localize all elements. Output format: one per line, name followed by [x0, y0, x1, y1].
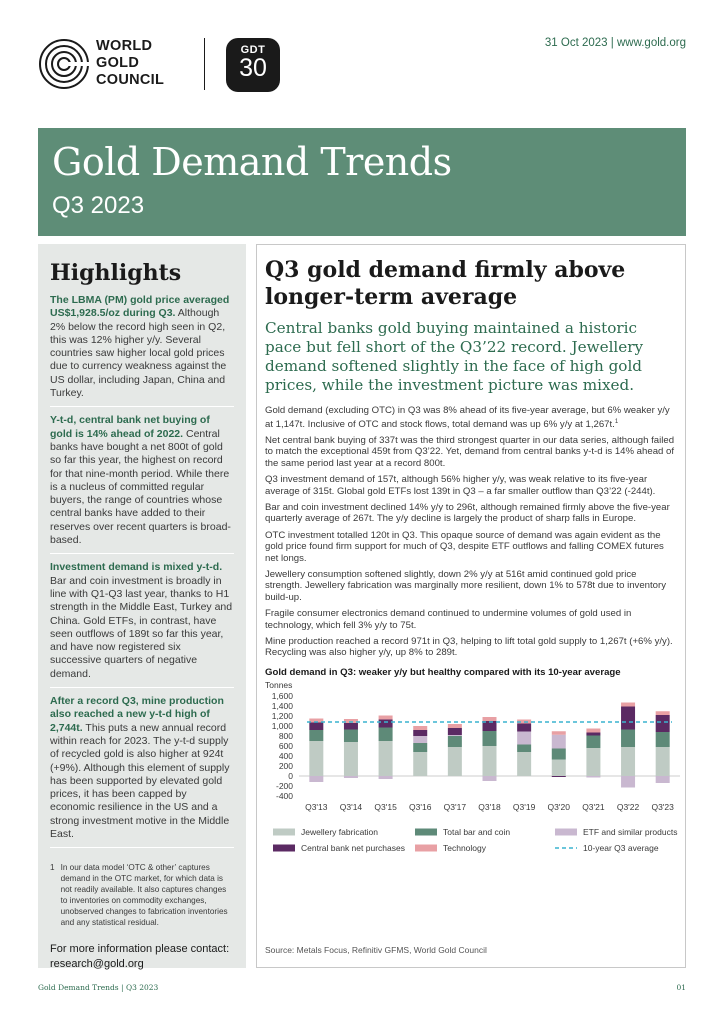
bar-segment — [448, 728, 462, 735]
bar-segment — [448, 735, 462, 736]
bar-segment — [586, 748, 600, 776]
bar-segment — [656, 711, 670, 715]
chart-title: Gold demand in Q3: weaker y/y but healthy compared with its 10-year average — [265, 666, 621, 678]
bar-segment — [344, 723, 358, 730]
bar-segment — [517, 752, 531, 776]
legend-label: Technology — [443, 842, 487, 853]
x-tick-label: Q3'19 — [512, 801, 536, 812]
bar-segment — [621, 729, 635, 747]
bar-segment — [656, 776, 670, 783]
legend-label: 10-year Q3 average — [583, 842, 659, 853]
article-paragraph: Fragile consumer electronics demand continued to undermine volumes of gold used in technology, which fell 3% y/y to 75t. — [265, 608, 632, 631]
bar-segment — [309, 730, 323, 741]
article-paragraph: Q3 investment demand of 157t, although 56% higher y/y, was weak relative to its five-year average of 315t. Global gold ETFs lost 139t in Q3 – a far smaller outflow than Q3’22 (-244t). — [265, 474, 656, 497]
article-title: Q3 gold demand firmly above longer-term average — [265, 257, 626, 310]
bar-segment — [413, 736, 427, 743]
chart-container — [265, 680, 685, 885]
y-tick-label: 600 — [278, 740, 293, 751]
x-tick-label: Q3'16 — [409, 801, 432, 812]
bar-segment — [552, 735, 566, 749]
gold-demand-chart — [265, 680, 685, 885]
legend-swatch — [273, 828, 295, 835]
x-tick-label: Q3'23 — [651, 801, 674, 812]
bar-segment — [552, 731, 566, 735]
highlights-sidebar — [38, 244, 246, 971]
bar-segment — [448, 736, 462, 747]
bar-segment — [448, 747, 462, 776]
y-tick-label: 1,000 — [271, 720, 293, 731]
article-paragraph: OTC investment totalled 120t in Q3. This opaque source of demand was again evident as the gold price found firm support for much of Q3, despite ETF outflows and falling COMEX futures net longs. — [265, 529, 664, 564]
bar-segment — [586, 776, 600, 778]
contact-email-link[interactable]: research@gold.org — [50, 958, 144, 971]
bar-segment — [621, 702, 635, 706]
bar-segment — [309, 776, 323, 782]
footnote: 1 In our data model ‘OTC & other’ captures demand in the OTC market, for which data is not readily available. It also captures changes to inventories on commodity exchanges, unobserved changes to fabrication inventories and any statistical residual. — [50, 863, 228, 928]
x-tick-label: Q3'15 — [374, 801, 397, 812]
chart-ylabel: Tonnes — [265, 679, 293, 690]
bar-segment — [621, 776, 635, 788]
article-paragraph: Bar and coin investment declined 14% y/y to 296t, although remained firmly above the five-year quarterly average of 267t. The y/y decline is largely the product of sharp falls in Europe. — [265, 501, 670, 525]
legend-label: Total bar and coin — [443, 826, 511, 837]
logo-wordmark: WORLD GOLD COUNCIL — [96, 38, 165, 88]
legend-swatch — [555, 828, 577, 835]
legend-swatch — [415, 844, 437, 851]
legend-swatch — [415, 828, 437, 835]
bar-segment — [344, 729, 358, 742]
bar-segment — [379, 727, 393, 741]
legend-label: Jewellery fabrication — [301, 826, 379, 837]
footer-title: Gold Demand Trends | Q3 2023 — [38, 983, 159, 992]
highlight-item: Y-t-d, central bank net buying of gold is 14% ahead of 2022. Central banks have bought a net 800t of gold so far this year, the highest on record for that nine-month period. While there is a nucleus of committed regular buyers, the range of countries whose central banks have added to their reserves over recent quarters is broad-based. — [50, 414, 234, 554]
y-tick-label: 1,400 — [271, 700, 293, 711]
legend-swatch — [273, 844, 295, 851]
bar-segment — [586, 728, 600, 732]
highlight-item: The LBMA (PM) gold price averaged US$1,928.5/oz during Q3. Although 2% below the record high seen in Q2, this was 12% higher y/y. Several countries saw higher local gold prices due to currency weakness against the US dollar, including Japan, China and Turkey. — [50, 294, 234, 407]
bar-segment — [517, 731, 531, 744]
main-article — [256, 244, 686, 968]
article-paragraph: Mine production reached a record 971t in Q3, helping to lift total gold supply to 1,267t (+6% y/y). Recycling was also higher y/y, up 8% to 289t. — [265, 635, 673, 659]
y-tick-label: 800 — [278, 730, 293, 741]
y-tick-label: -200 — [275, 780, 293, 791]
y-tick-label: 1,600 — [271, 690, 293, 701]
bar-segment — [483, 717, 497, 721]
highlight-item: After a record Q3, mine production also reached a new y-t-d high of 2,744t. This puts a new annual record within reach for 2023. The y-t-d supply of recycled gold is also higher at 924t (+9%). Although this element of supply has been supported by elevated gold prices, it has been capped by economic resilience in the US and a strong investment motive in the Middle East. — [50, 695, 234, 848]
y-tick-label: 0 — [288, 770, 293, 781]
bar-segment — [656, 747, 670, 776]
legend-label: ETF and similar products — [583, 826, 678, 837]
article-paragraph: Gold demand (excluding OTC) in Q3 was 8% ahead of its five-year average, but 6% weaker y/y at 1,147t. Inclusive of OTC and stock flows, total demand was up 6% y/y at 1,267t.$^1$ — [265, 405, 670, 430]
y-tick-label: 400 — [278, 750, 293, 761]
x-tick-label: Q3'22 — [616, 801, 640, 812]
bar-segment — [656, 732, 670, 747]
bar-segment — [483, 776, 497, 781]
highlights-title: Highlights — [50, 260, 182, 286]
bar-segment — [621, 747, 635, 776]
x-tick-label: Q3'21 — [582, 801, 605, 812]
article-paragraph: Jewellery consumption softened slightly, down 2% y/y at 516t amid continued gold price strength. Jewellery fabrication was marginally more resilient, down 1% to 578t due to inventory build-up. — [265, 568, 667, 603]
bar-segment — [586, 732, 600, 735]
x-tick-label: Q3'18 — [478, 801, 501, 812]
page-number: 01 — [676, 983, 686, 992]
article-intro: Central banks gold buying maintained a historic pace but fell short of the Q3’22 record. Jewellery demand softened slightly in the face of high gold prices, while the investment picture was mixed. — [265, 319, 644, 394]
y-tick-label: 200 — [278, 760, 293, 771]
bar-segment — [483, 731, 497, 746]
x-tick-label: Q3'13 — [305, 801, 328, 812]
website-link[interactable]: www.gold.org — [616, 37, 686, 49]
bar-segment — [656, 715, 670, 732]
legend-label: Central bank net purchases — [301, 842, 405, 853]
chart-source: Source: Metals Focus, Refinitiv GFMS, World Gold Council — [265, 945, 487, 955]
bar-segment — [552, 776, 566, 777]
world-gold-council-logo-icon — [38, 38, 90, 90]
article-paragraph: Net central bank buying of 337t was the third strongest quarter in our data series, although failed to match the exceptional 459t from Q3’22. Yet, demand from central banks y-t-d is 14% ahead of the same period last year at a record 800t. — [265, 434, 675, 470]
bar-segment — [413, 730, 427, 736]
contact-info: For more information please contact: research@gold.org — [50, 942, 234, 972]
bar-segment — [379, 776, 393, 779]
bar-segment — [517, 723, 531, 731]
bar-segment — [448, 724, 462, 728]
x-tick-label: Q3'17 — [443, 801, 467, 812]
bar-segment — [413, 743, 427, 752]
bar-segment — [552, 759, 566, 776]
bar-segment — [379, 715, 393, 719]
bar-segment — [309, 722, 323, 730]
x-tick-label: Q3'20 — [547, 801, 570, 812]
bar-segment — [413, 726, 427, 730]
bar-segment — [517, 744, 531, 752]
bar-segment — [483, 746, 497, 776]
bar-segment — [379, 741, 393, 776]
bar-segment — [309, 741, 323, 776]
header-meta: 31 Oct 2023 | www.gold.org — [544, 37, 686, 49]
report-period: Q3 2023 — [52, 192, 145, 219]
bar-segment — [413, 752, 427, 776]
title-banner — [38, 128, 686, 236]
gdt-30-badge: GDT 30 — [226, 38, 280, 92]
bar-segment — [344, 776, 358, 778]
highlight-item: Investment demand is mixed y-t-d. Bar and coin investment is broadly in line with Q1-Q3 last year, thanks to H1 strength in the Middle East, Turkey and China. Gold ETFs, in contrast, have seen outflows of 189t so far this year, and have now registered six successive quarters of negative demand. — [50, 561, 234, 688]
x-tick-label: Q3'14 — [339, 801, 363, 812]
bar-segment — [586, 735, 600, 748]
bar-segment — [621, 706, 635, 729]
bar-segment — [552, 748, 566, 759]
bar-segment — [379, 719, 393, 727]
bar-segment — [344, 742, 358, 776]
logo-divider — [204, 38, 205, 90]
y-tick-label: 1,200 — [271, 710, 293, 721]
report-title: Gold Demand Trends — [52, 140, 452, 184]
publish-date: 31 Oct 2023 — [544, 37, 608, 49]
y-tick-label: -400 — [275, 790, 293, 801]
